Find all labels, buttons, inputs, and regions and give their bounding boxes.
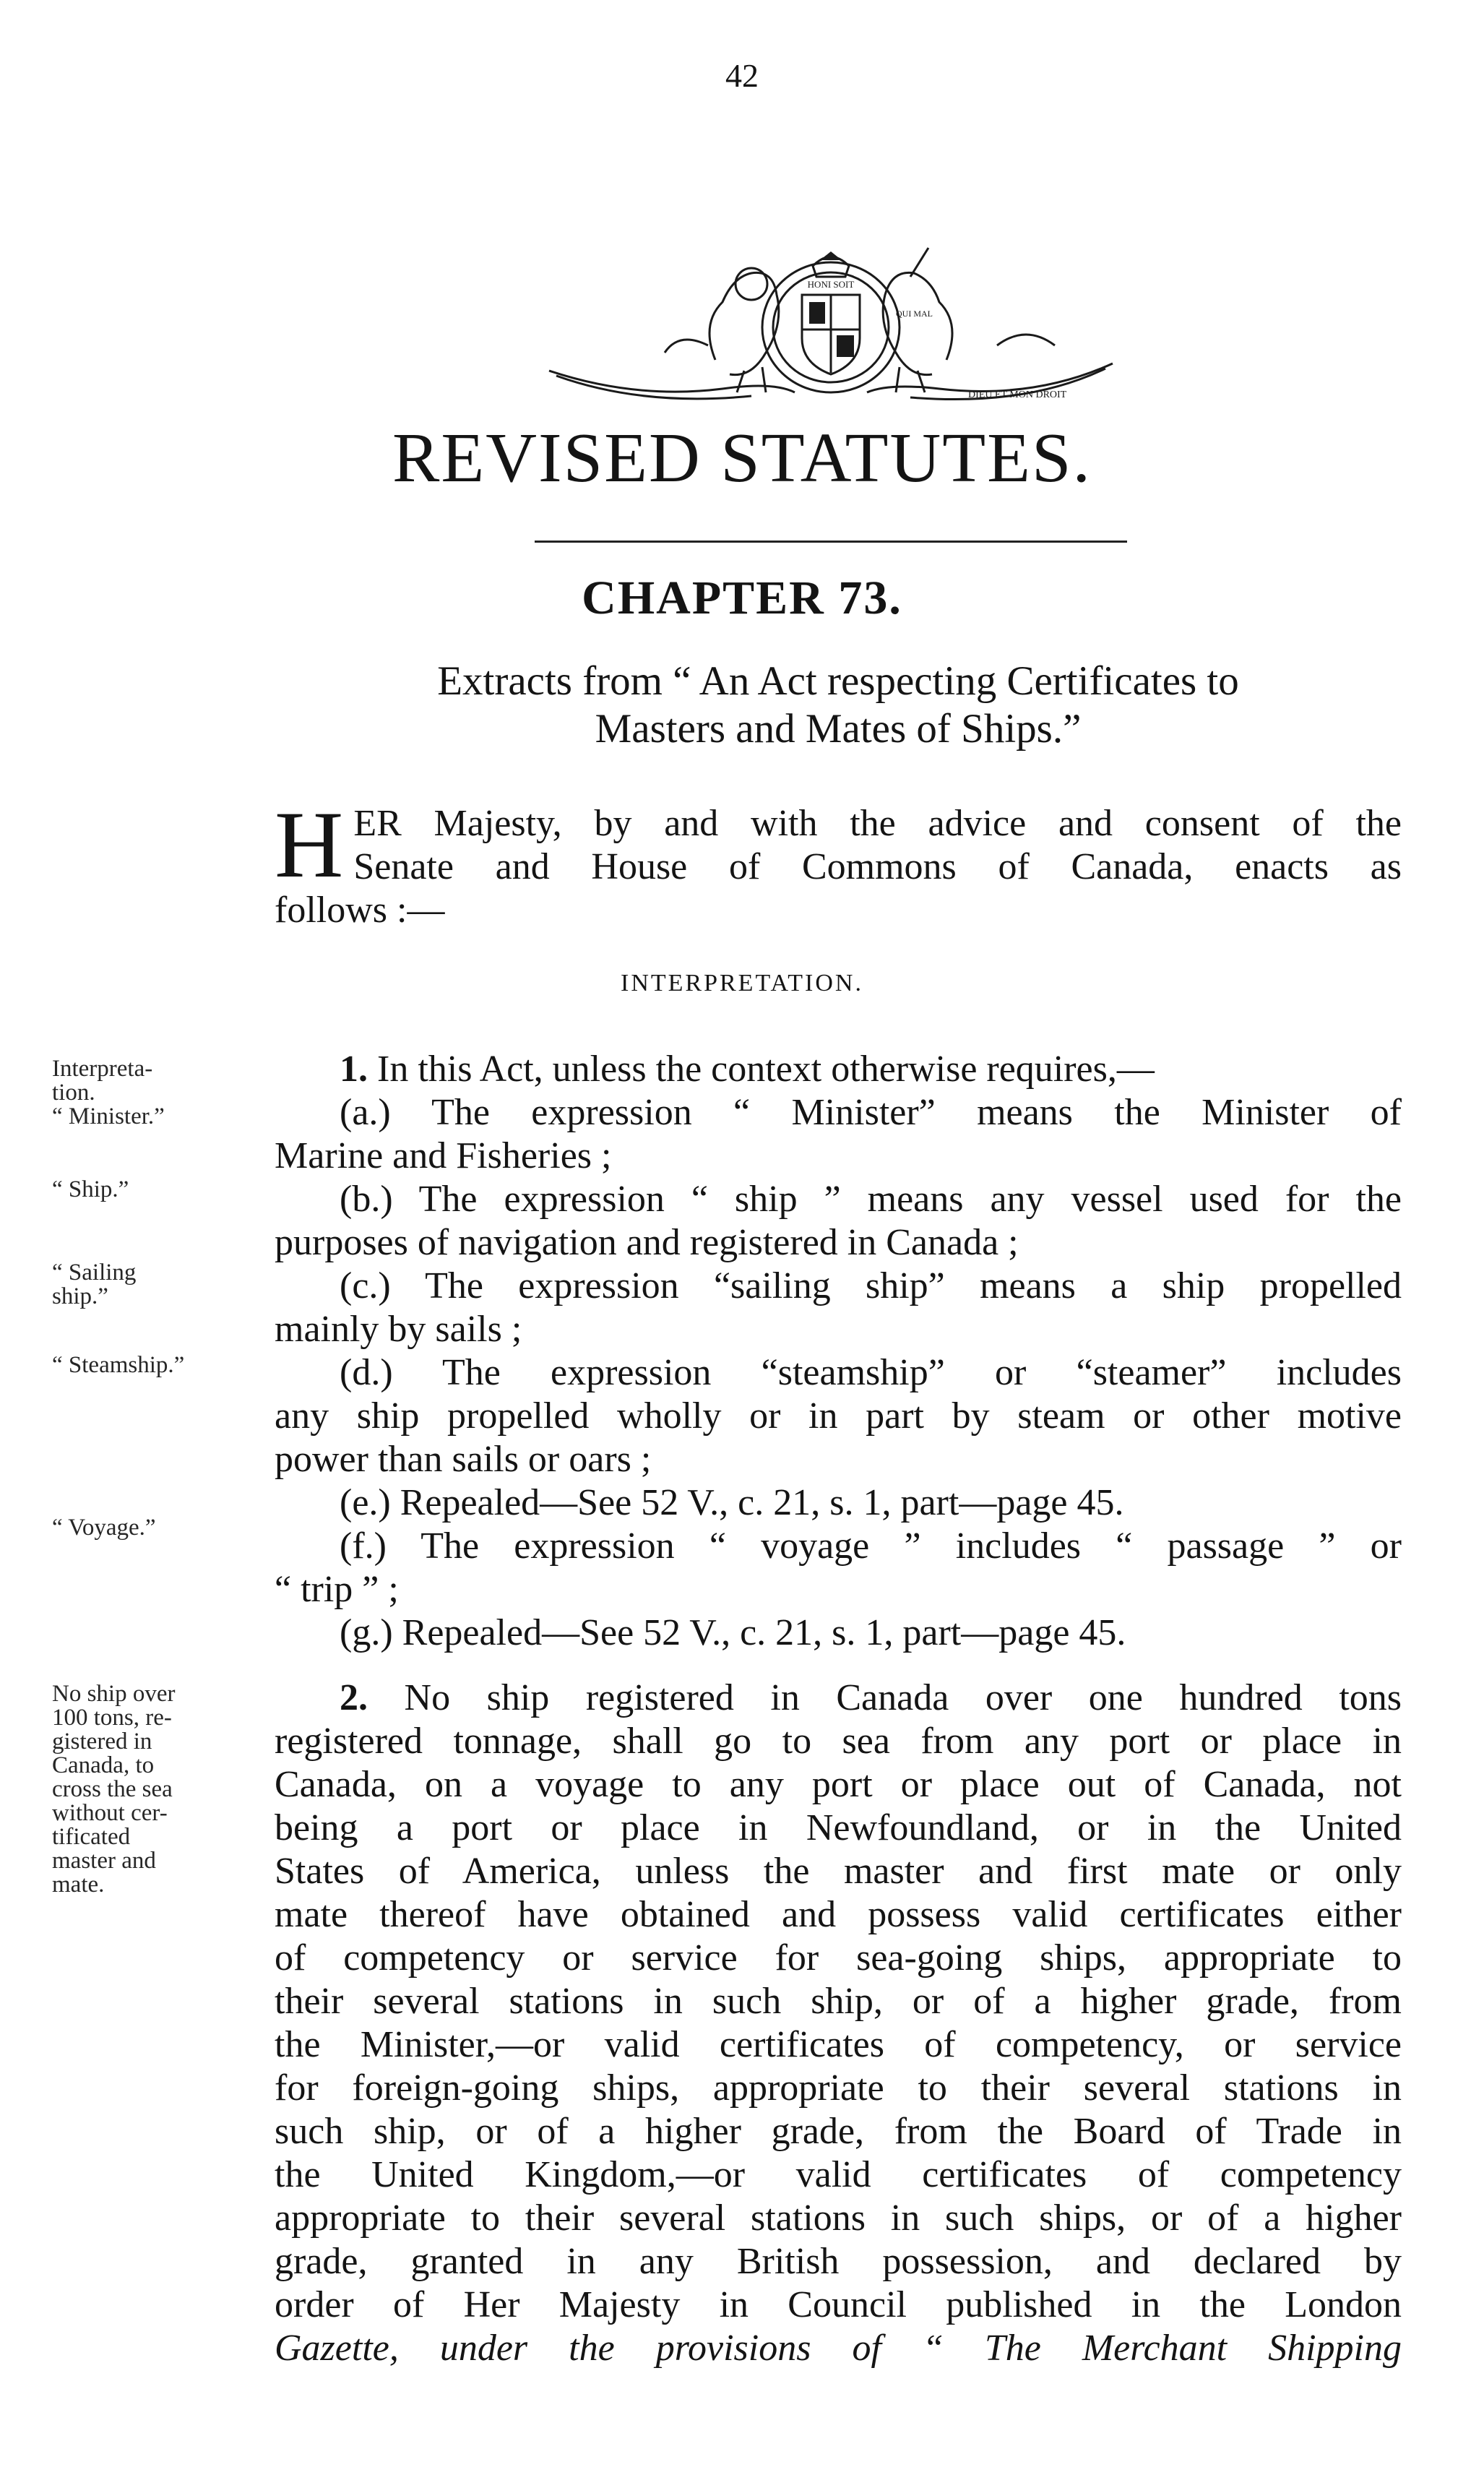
margin-note-line: without cer-	[52, 1800, 168, 1826]
section-line-text: No ship registered in Canada over one hundred tons	[368, 1677, 1402, 1718]
margin-note-line: No ship over	[52, 1681, 176, 1707]
section-line: Marine and Fisheries ;	[275, 1135, 612, 1176]
enacting-line: Senate and House of Commons of Canada, enacts as	[353, 846, 1402, 887]
margin-note-sailing-ship	[52, 1261, 269, 1309]
section-line: any ship propelled wholly or in part by steam or other motive	[275, 1395, 1402, 1437]
section-line: (b.) The expression “ ship ” means any vessel used for the	[340, 1179, 1402, 1220]
enacting-line: ER Majesty, by and with the advice and consent of the	[353, 803, 1402, 844]
section-line: power than sails or oars ;	[275, 1439, 652, 1480]
section-line: the United Kingdom,—or valid certificates of competency	[275, 2154, 1402, 2195]
section-line: (a.) The expression “ Minister” means the Minister of	[340, 1092, 1402, 1133]
subtitle-line: Extracts from “ An Act respecting Certificates to	[437, 658, 1239, 704]
crest-motto-bottom: DIEU ET MON DROIT	[968, 389, 1067, 400]
enacting-line: follows :—	[275, 890, 445, 931]
margin-note-line: cross the sea	[52, 1776, 173, 1802]
margin-note-line: gistered in	[52, 1728, 152, 1755]
section-line: States of America, unless the master and first mate or only	[275, 1851, 1402, 1892]
margin-note-line: “ Minister.”	[52, 1103, 165, 1129]
section-line: (e.) Repealed—See 52 V., c. 21, s. 1, part—page 45.	[340, 1482, 1124, 1523]
margin-note-line: “ Voyage.”	[52, 1515, 156, 1541]
drop-cap: H	[275, 791, 344, 897]
page-number: 42	[725, 57, 759, 94]
section-line	[275, 1048, 1402, 1091]
section-line: order of Her Majesty in Council published in the London	[275, 2284, 1402, 2325]
section-line: Gazette, under the provisions of “ The Merchant Shipping	[275, 2328, 1402, 2369]
crest-motto-left: QUI MAL	[896, 309, 933, 319]
section-line: “ trip ” ;	[275, 1569, 399, 1610]
margin-note-interpretation	[52, 1057, 269, 1129]
section-line: grade, granted in any British possession, and declared by	[275, 2241, 1402, 2282]
crest-motto-top: HONI SOIT	[807, 279, 855, 290]
section-line: of competency or service for sea-going ships, appropriate to	[275, 1937, 1402, 1979]
margin-note-no-ship	[52, 1682, 269, 1897]
section-line: (g.) Repealed—See 52 V., c. 21, s. 1, part—page 45.	[340, 1612, 1126, 1653]
interpretation-heading: INTERPRETATION.	[621, 970, 863, 996]
margin-note-line: mate.	[52, 1872, 105, 1898]
section-line: their several stations in such ship, or of a higher grade, from	[275, 1981, 1402, 2022]
margin-note-ship	[52, 1178, 269, 1202]
page-title: REVISED STATUTES.	[392, 419, 1092, 497]
margin-note-line: Canada, to	[52, 1752, 155, 1778]
section-line: for foreign-going ships, appropriate to their several stations in	[275, 2067, 1402, 2109]
section-line	[275, 1676, 1402, 1720]
margin-note-line: ship.”	[52, 1283, 108, 1309]
section-line: being a port or place in Newfoundland, or in the United	[275, 1807, 1402, 1848]
margin-note-line: master and	[52, 1848, 156, 1874]
margin-note-line: tificated	[52, 1824, 131, 1850]
section-line: mate thereof have obtained and possess valid certificates either	[275, 1894, 1402, 1935]
margin-note-voyage	[52, 1516, 269, 1540]
section-line: mainly by sails ;	[275, 1309, 522, 1350]
section-line: (d.) The expression “steamship” or “steamer” includes	[340, 1352, 1402, 1393]
margin-note-line: tion.	[52, 1080, 95, 1106]
margin-note-line: “ Steamship.”	[52, 1352, 185, 1378]
section-line-text: In this Act, unless the context otherwise requires,—	[368, 1049, 1155, 1090]
subtitle-line: Masters and Mates of Ships.”	[595, 706, 1082, 752]
section-line: the Minister,—or valid certificates of competency, or service	[275, 2024, 1402, 2065]
enacting-clause	[275, 791, 1402, 932]
section-line: (f.) The expression “ voyage ” includes “ passage ” or	[340, 1525, 1402, 1567]
section-number: 1.	[340, 1049, 368, 1090]
margin-note-line: “ Ship.”	[52, 1176, 129, 1202]
act-subtitle	[275, 658, 1402, 753]
margin-note-line: Interpreta-	[52, 1056, 153, 1082]
margin-note-line: “ Sailing	[52, 1260, 137, 1286]
section-line: registered tonnage, shall go to sea from any port or place in	[275, 1721, 1402, 1762]
section-line: (c.) The expression “sailing ship” means a ship propelled	[340, 1265, 1402, 1306]
section-line: Canada, on a voyage to any port or place out of Canada, not	[275, 1764, 1402, 1805]
section-1	[275, 1048, 1402, 1655]
section-line: purposes of navigation and registered in Canada ;	[275, 1222, 1019, 1263]
chapter-heading: CHAPTER 73.	[582, 572, 902, 624]
section-number: 2.	[340, 1677, 368, 1718]
section-line: appropriate to their several stations in such ships, or of a higher	[275, 2197, 1402, 2239]
royal-coat-of-arms	[535, 244, 1127, 410]
margin-note-steamship	[52, 1353, 269, 1377]
section-2	[275, 1676, 1402, 2370]
section-line: such ship, or of a higher grade, from the Board of Trade in	[275, 2111, 1402, 2152]
margin-note-line: 100 tons, re-	[52, 1705, 172, 1731]
title-rule	[535, 541, 1127, 543]
